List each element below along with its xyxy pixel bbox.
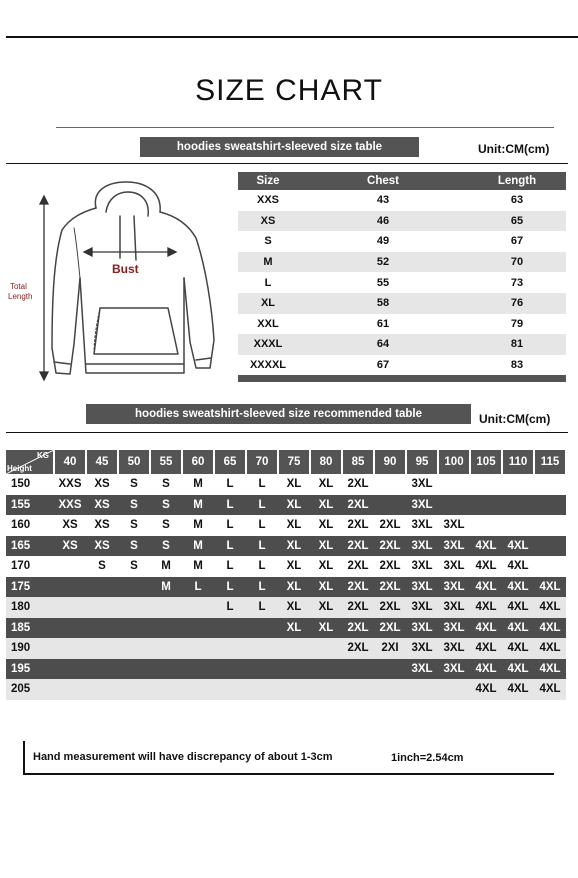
size-recommendation-cell: [214, 679, 246, 700]
size-recommendation-cell: S: [118, 474, 150, 495]
height-cell: 190: [6, 638, 54, 659]
size-recommendation-cell: 2XL: [374, 618, 406, 639]
size-recommendation-cell: L: [246, 577, 278, 598]
size-recommendation-cell: 4XL: [470, 577, 502, 598]
size-recommendation-cell: XS: [86, 495, 118, 516]
weight-header: 60: [182, 450, 214, 474]
size-recommendation-cell: [150, 638, 182, 659]
size-recommendation-cell: 2XL: [374, 556, 406, 577]
size-recommendation-cell: [118, 638, 150, 659]
footer-left-rule: [23, 741, 25, 775]
chest-cell: 61: [298, 314, 468, 335]
size-table-banner: hoodies sweatshirt-sleeved size table: [140, 137, 419, 157]
size-recommendation-cell: 4XL: [470, 556, 502, 577]
size-recommendation-cell: 4XL: [470, 618, 502, 639]
height-cell: 175: [6, 577, 54, 598]
size-recommendation-cell: 4XL: [502, 638, 534, 659]
size-recommendation-cell: 2XL: [342, 556, 374, 577]
size-cell: M: [238, 252, 298, 273]
size-recommendation-cell: L: [214, 495, 246, 516]
size-recommendation-cell: [54, 556, 86, 577]
size-recommendation-cell: 3XL: [438, 577, 470, 598]
size-recommendation-cell: 3XL: [406, 659, 438, 680]
height-cell: 170: [6, 556, 54, 577]
size-recommendation-cell: M: [150, 577, 182, 598]
size-recommendation-cell: 3XL: [438, 618, 470, 639]
size-recommendation-cell: [54, 638, 86, 659]
size-recommendation-cell: [54, 577, 86, 598]
height-row: [6, 515, 566, 536]
size-recommendation-cell: [182, 659, 214, 680]
height-row: [6, 679, 566, 700]
height-cell: 155: [6, 495, 54, 516]
size-recommendation-cell: [182, 618, 214, 639]
height-cell: 205: [6, 679, 54, 700]
size-cell: XS: [238, 211, 298, 232]
size-recommendation-cell: 3XL: [438, 597, 470, 618]
chest-cell: 52: [298, 252, 468, 273]
size-recommendation-cell: L: [214, 556, 246, 577]
size-recommendation-cell: [182, 638, 214, 659]
size-recommendation-cell: [246, 638, 278, 659]
size-recommendation-cell: S: [150, 474, 182, 495]
size-recommendation-cell: XL: [278, 577, 310, 598]
size-recommendation-cell: L: [246, 556, 278, 577]
size-recommendation-cell: [374, 659, 406, 680]
size-recommendation-cell: [182, 679, 214, 700]
size-recommendation-cell: XL: [278, 597, 310, 618]
size-recommendation-cell: 2XL: [342, 474, 374, 495]
size-recommendation-cell: 3XL: [438, 638, 470, 659]
size-recommendation-cell: XL: [310, 515, 342, 536]
size-row: [238, 211, 566, 232]
size-recommendation-cell: [534, 495, 566, 516]
size-recommendation-cell: [214, 659, 246, 680]
size-recommendation-cell: 4XL: [534, 638, 566, 659]
size-recommendation-cell: M: [182, 474, 214, 495]
length-cell: 79: [468, 314, 566, 335]
weight-header: 105: [470, 450, 502, 474]
size-recommendation-cell: [502, 495, 534, 516]
size-cell: S: [238, 231, 298, 252]
size-recommendation-cell: S: [118, 536, 150, 557]
chest-cell: 55: [298, 272, 468, 293]
size-recommendation-cell: XL: [310, 577, 342, 598]
size-recommendation-cell: [54, 597, 86, 618]
size-recommendation-cell: [150, 659, 182, 680]
height-row: [6, 618, 566, 639]
size-recommendation-cell: M: [182, 515, 214, 536]
size-recommendation-cell: [310, 659, 342, 680]
footer-bottom-rule: [23, 773, 554, 775]
length-cell: 70: [468, 252, 566, 273]
size-recommendation-cell: 2XL: [374, 577, 406, 598]
chest-cell: 49: [298, 231, 468, 252]
size-row: [238, 190, 566, 211]
size-recommendation-cell: [438, 474, 470, 495]
size-recommendation-cell: 2XL: [342, 536, 374, 557]
size-recommendation-cell: 3XL: [406, 474, 438, 495]
length-cell: 67: [468, 231, 566, 252]
size-recommendation-cell: [118, 597, 150, 618]
length-cell: 83: [468, 355, 566, 376]
size-recommendation-cell: [534, 474, 566, 495]
size-recommendation-cell: L: [214, 536, 246, 557]
size-cell: XXXXL: [238, 355, 298, 376]
size-recommendation-cell: XS: [86, 536, 118, 557]
weight-header: 95: [406, 450, 438, 474]
size-recommendation-cell: XL: [278, 536, 310, 557]
chest-cell: 64: [298, 334, 468, 355]
size-recommendation-cell: [86, 577, 118, 598]
weight-header: 80: [310, 450, 342, 474]
size-cell: XXXL: [238, 334, 298, 355]
size-recommendation-cell: L: [214, 577, 246, 598]
size-recommendation-cell: [86, 679, 118, 700]
size-cell: L: [238, 272, 298, 293]
size-recommendation-cell: [150, 597, 182, 618]
size-recommendation-cell: XXS: [54, 495, 86, 516]
height-cell: 180: [6, 597, 54, 618]
size-recommendation-cell: [502, 474, 534, 495]
size-recommendation-cell: 3XL: [406, 556, 438, 577]
height-row: [6, 659, 566, 680]
size-recommendation-cell: 4XL: [534, 618, 566, 639]
size-recommendation-cell: XL: [278, 556, 310, 577]
size-recommendation-cell: XL: [310, 495, 342, 516]
size-recommendation-cell: [374, 679, 406, 700]
size-recommendation-cell: XL: [278, 474, 310, 495]
height-row: [6, 638, 566, 659]
length-cell: 63: [468, 190, 566, 211]
size-row: [238, 252, 566, 273]
size-recommendation-cell: XL: [310, 597, 342, 618]
size-recommendation-cell: XS: [86, 474, 118, 495]
size-recommendation-cell: 2XI: [374, 638, 406, 659]
weight-header: 40: [54, 450, 86, 474]
unit-label-2: Unit:CM(cm): [479, 412, 551, 426]
size-recommendation-cell: 4XL: [502, 556, 534, 577]
size-recommendation-cell: XL: [278, 618, 310, 639]
hoodie-diagram: [4, 168, 234, 388]
size-recommendation-cell: [310, 679, 342, 700]
size-row: [238, 355, 566, 376]
size-recommendation-cell: L: [214, 474, 246, 495]
height-row: [6, 556, 566, 577]
size-recommendation-cell: [534, 556, 566, 577]
size-recommendation-cell: 2XL: [342, 638, 374, 659]
size-recommendation-cell: L: [214, 597, 246, 618]
height-cell: 160: [6, 515, 54, 536]
size-recommendation-cell: 4XL: [534, 577, 566, 598]
size-recommendation-cell: L: [182, 577, 214, 598]
size-recommendation-cell: [214, 638, 246, 659]
size-recommendation-cell: 4XL: [470, 597, 502, 618]
size-recommendation-cell: XL: [278, 495, 310, 516]
size-recommendation-cell: L: [214, 515, 246, 536]
size-recommendation-cell: 4XL: [470, 638, 502, 659]
size-recommendation-cell: 3XL: [438, 556, 470, 577]
size-recommendation-cell: XXS: [54, 474, 86, 495]
size-recommendation-cell: [118, 618, 150, 639]
page-title: SIZE CHART: [195, 74, 383, 107]
size-recommendation-cell: [310, 638, 342, 659]
corner-cell: [6, 450, 54, 474]
size-recommendation-cell: [214, 618, 246, 639]
size-recommendation-cell: M: [150, 556, 182, 577]
size-recommendation-cell: [118, 577, 150, 598]
chest-header: Chest: [298, 172, 468, 190]
size-recommendation-cell: XS: [54, 536, 86, 557]
size-table: [238, 172, 566, 382]
size-recommendation-cell: [534, 515, 566, 536]
size-recommendation-cell: M: [182, 536, 214, 557]
height-cell: 165: [6, 536, 54, 557]
weight-header: 110: [502, 450, 534, 474]
size-recommendation-cell: XL: [278, 515, 310, 536]
size-recommendation-cell: 3XL: [406, 495, 438, 516]
size-recommendation-cell: [502, 515, 534, 536]
size-recommendation-cell: [534, 536, 566, 557]
size-recommendation-cell: [150, 679, 182, 700]
size-recommendation-cell: 2XL: [342, 618, 374, 639]
size-recommendation-cell: 4XL: [470, 659, 502, 680]
section-rule: [6, 163, 568, 164]
size-recommendation-cell: 4XL: [502, 679, 534, 700]
size-recommendation-cell: [86, 659, 118, 680]
size-recommendation-cell: [470, 515, 502, 536]
size-recommendation-cell: 4XL: [502, 577, 534, 598]
size-cell: XXS: [238, 190, 298, 211]
size-recommendation-cell: [278, 679, 310, 700]
top-rule: [6, 36, 578, 38]
size-recommendation-cell: S: [118, 515, 150, 536]
size-recommendation-cell: 2XL: [374, 515, 406, 536]
size-cell: XL: [238, 293, 298, 314]
size-cell: XXL: [238, 314, 298, 335]
weight-header: 85: [342, 450, 374, 474]
size-recommendation-cell: L: [246, 474, 278, 495]
size-recommendation-cell: [118, 659, 150, 680]
size-recommendation-cell: 2XL: [342, 495, 374, 516]
size-recommendation-cell: S: [118, 495, 150, 516]
length-cell: 76: [468, 293, 566, 314]
size-recommendation-cell: [86, 618, 118, 639]
size-recommendation-cell: 4XL: [470, 679, 502, 700]
size-recommendation-cell: 4XL: [502, 659, 534, 680]
size-recommendation-cell: [54, 679, 86, 700]
height-cell: 195: [6, 659, 54, 680]
size-row: [238, 314, 566, 335]
size-recommendation-cell: [342, 679, 374, 700]
bottom-bar-cell: [238, 375, 566, 382]
size-recommendation-cell: XS: [86, 515, 118, 536]
size-recommendation-cell: XL: [310, 536, 342, 557]
bust-label: Bust: [112, 262, 139, 276]
unit-label: Unit:CM(cm): [478, 142, 550, 156]
size-recommendation-cell: [86, 597, 118, 618]
size-recommendation-cell: 4XL: [470, 536, 502, 557]
size-recommendation-cell: [470, 495, 502, 516]
size-recommendation-cell: 4XL: [502, 597, 534, 618]
size-recommendation-cell: M: [182, 556, 214, 577]
height-cell: 150: [6, 474, 54, 495]
section-rule-2: [6, 432, 568, 433]
size-recommendation-cell: [278, 659, 310, 680]
size-row: [238, 272, 566, 293]
height-label: Height: [7, 464, 32, 473]
size-recommendation-cell: 3XL: [406, 515, 438, 536]
height-row: [6, 577, 566, 598]
size-recommendation-cell: XS: [54, 515, 86, 536]
size-recommendation-cell: S: [86, 556, 118, 577]
size-recommendation-cell: 4XL: [534, 659, 566, 680]
size-recommendation-cell: [246, 659, 278, 680]
total-length-label: [8, 282, 32, 302]
size-recommendation-cell: XL: [310, 474, 342, 495]
size-recommendation-cell: L: [246, 536, 278, 557]
size-recommendation-cell: [86, 638, 118, 659]
size-recommendation-cell: [470, 474, 502, 495]
length-cell: 73: [468, 272, 566, 293]
measurement-note: Hand measurement will have discrepancy of about 1-3cm: [33, 751, 333, 763]
size-recommendation-cell: [54, 659, 86, 680]
size-recommendation-cell: 4XL: [534, 679, 566, 700]
size-recommendation-cell: [438, 495, 470, 516]
length-cell: 65: [468, 211, 566, 232]
size-recommendation-cell: [182, 597, 214, 618]
size-recommendation-cell: 4XL: [502, 536, 534, 557]
length-cell: 81: [468, 334, 566, 355]
size-recommendation-cell: 3XL: [438, 515, 470, 536]
weight-header: 65: [214, 450, 246, 474]
size-recommendation-cell: XL: [310, 556, 342, 577]
size-recommendation-cell: [374, 495, 406, 516]
size-recommendation-cell: M: [182, 495, 214, 516]
kg-label: KG: [37, 451, 49, 460]
size-recommendation-cell: 2XL: [342, 577, 374, 598]
size-recommendation-cell: S: [150, 536, 182, 557]
length-header: Length: [468, 172, 566, 190]
size-recommendation-cell: S: [150, 495, 182, 516]
size-recommendation-cell: 3XL: [406, 577, 438, 598]
size-recommendation-cell: 4XL: [502, 618, 534, 639]
size-table-bottom-bar: [238, 375, 566, 382]
size-recommendation-cell: L: [246, 597, 278, 618]
size-recommendation-cell: 2XL: [374, 597, 406, 618]
size-recommendation-cell: [246, 679, 278, 700]
size-recommendation-cell: [438, 679, 470, 700]
size-recommendation-cell: [342, 659, 374, 680]
size-header: Size: [238, 172, 298, 190]
chest-cell: 67: [298, 355, 468, 376]
size-row: [238, 231, 566, 252]
length-label: Length: [8, 292, 33, 301]
size-recommendation-cell: [374, 474, 406, 495]
height-cell: 185: [6, 618, 54, 639]
inch-conversion: 1inch=2.54cm: [391, 752, 464, 764]
size-recommendation-cell: 2XL: [342, 597, 374, 618]
size-recommendation-cell: 2XL: [342, 515, 374, 536]
size-recommendation-cell: 3XL: [406, 536, 438, 557]
size-recommendation-cell: [246, 618, 278, 639]
weight-header: 75: [278, 450, 310, 474]
weight-header: 70: [246, 450, 278, 474]
size-recommendation-cell: 2XL: [374, 536, 406, 557]
title-underline: [56, 127, 554, 128]
size-row: [238, 293, 566, 314]
size-recommendation-cell: 3XL: [438, 536, 470, 557]
weight-header: 55: [150, 450, 182, 474]
height-row: [6, 536, 566, 557]
size-recommendation-cell: L: [246, 495, 278, 516]
height-row: [6, 495, 566, 516]
weight-header: 100: [438, 450, 470, 474]
chest-cell: 58: [298, 293, 468, 314]
weight-header: 90: [374, 450, 406, 474]
size-recommendation-cell: [118, 679, 150, 700]
size-recommendation-cell: [278, 638, 310, 659]
weight-header: 115: [534, 450, 566, 474]
size-recommendation-cell: 3XL: [438, 659, 470, 680]
size-recommendation-cell: [150, 618, 182, 639]
weight-header: 45: [86, 450, 118, 474]
size-recommendation-cell: XL: [310, 618, 342, 639]
recommended-table-banner: hoodies sweatshirt-sleeved size recommended table: [86, 404, 471, 424]
height-row: [6, 474, 566, 495]
size-recommendation-cell: S: [150, 515, 182, 536]
size-recommendation-cell: 3XL: [406, 597, 438, 618]
size-recommendation-cell: [54, 618, 86, 639]
chest-cell: 46: [298, 211, 468, 232]
recommended-size-table: [6, 450, 567, 700]
size-row: [238, 334, 566, 355]
size-recommendation-cell: 3XL: [406, 618, 438, 639]
size-recommendation-cell: L: [246, 515, 278, 536]
weight-header: 50: [118, 450, 150, 474]
size-recommendation-cell: 4XL: [534, 597, 566, 618]
height-row: [6, 597, 566, 618]
total-label: Total: [10, 282, 27, 291]
size-recommendation-cell: [406, 679, 438, 700]
size-recommendation-cell: 3XL: [406, 638, 438, 659]
size-recommendation-cell: S: [118, 556, 150, 577]
chest-cell: 43: [298, 190, 468, 211]
